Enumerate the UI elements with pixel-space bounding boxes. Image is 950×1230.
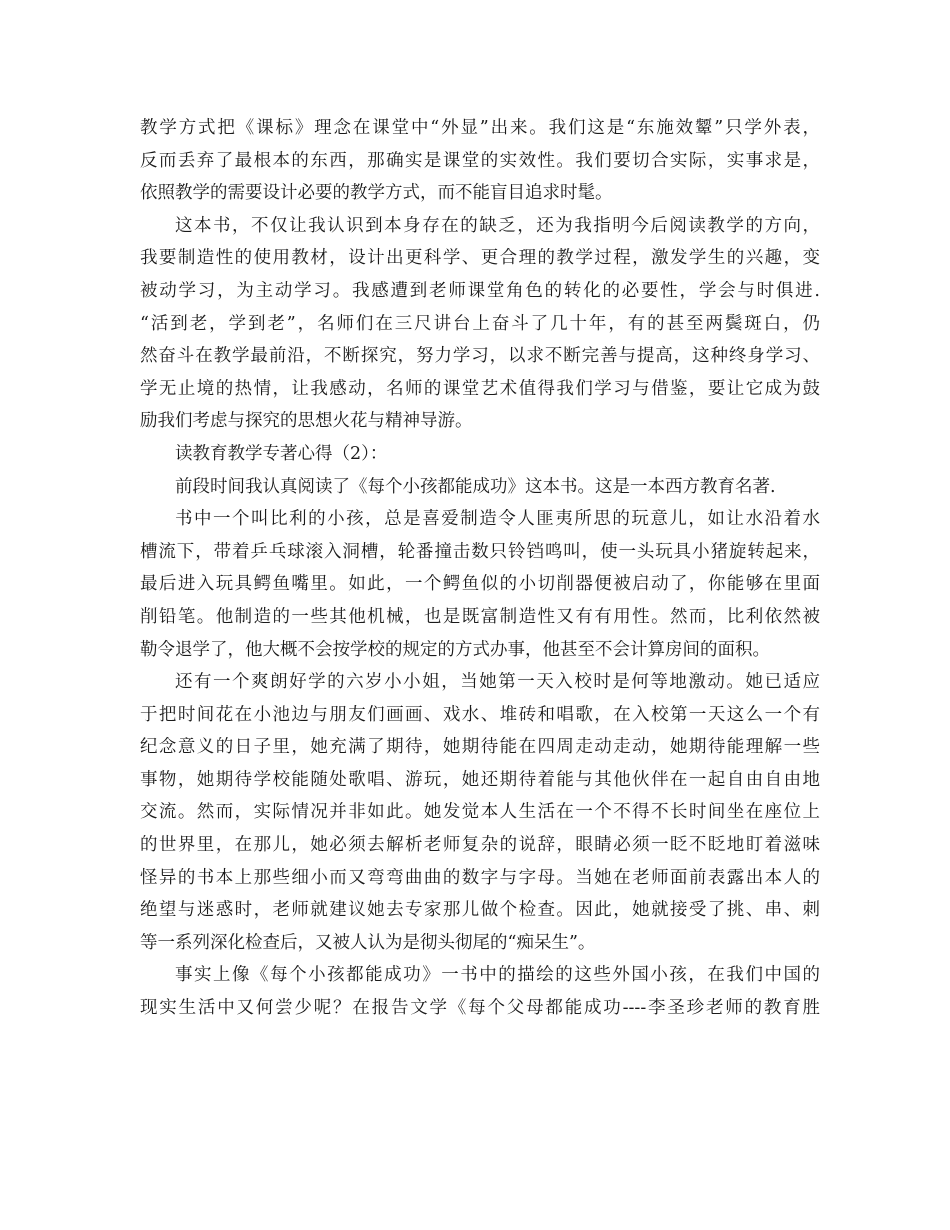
text-line: 励我们考虑与探究的思想火花与精神导游。: [140, 411, 473, 432]
text-line: 前段时间我认真阅读了《每个小孩都能成功》这本书。这是一本西方教育名著.: [175, 476, 776, 497]
text-line: 等一系列深化检查后，又被人认为是彻头彻尾的“痴呆生”。: [140, 932, 596, 953]
text-line: 我要制造性的使用教材，设计出更科学、更合理的教学过程，激发学生的兴趣，变: [140, 248, 820, 269]
text-line: 事实上像《每个小孩都能成功》一书中的描绘的这些外国小孩，在我们中国的: [175, 965, 820, 986]
text-line: 然奋斗在教学最前沿，不断探究，努力学习，以求不断完善与提高，这种终身学习、: [140, 346, 820, 367]
text-line: 依照教学的需要设计必要的教学方式，而不能盲目追求时髦。: [140, 183, 613, 204]
text-line: 于把时间花在小池边与朋友们画画、戏水、堆砖和唱歌，在入校第一天这么一个有: [140, 704, 820, 725]
text-line: 教学方式把《课标》理念在课堂中“外显”出来。我们这是“东施效颦”只学外表，: [140, 118, 820, 138]
text-line: 最后进入玩具鳄鱼嘴里。如此，一个鳄鱼似的小切削器便被启动了，你能够在里面: [140, 574, 820, 595]
text-line: 绝望与迷惑时，老师就建议她去专家那儿做个检查。因此，她就接受了挑、串、刺: [140, 900, 820, 921]
document-body: [140, 112, 820, 1025]
text-line: 纪念意义的日子里，她充满了期待，她期待能在四周走动走动，她期待能理解一些: [140, 737, 820, 758]
text-line: 被动学习，为主动学习。我感遭到老师课堂角色的转化的必要性，学会与时俱进.: [140, 280, 820, 301]
text-line: 反而丢弃了最根本的东西，那确实是课堂的实效性。我们要切合实际，实事求是，: [140, 150, 820, 171]
text-line: 交流。然而，实际情况并非如此。她发觉本人生活在一个不得不长时间坐在座位上: [140, 802, 820, 823]
text-line: 这本书，不仅让我认识到本身存在的缺乏，还为我指明今后阅读教学的方向，: [175, 215, 820, 236]
text-line: “活到老，学到老”，名师们在三尺讲台上奋斗了几十年，有的甚至两鬓斑白，仍: [140, 313, 820, 334]
text-line: 事物，她期待学校能随处歌唱、游玩，她还期待着能与其他伙伴在一起自由自由地: [140, 769, 820, 790]
text-line: 还有一个爽朗好学的六岁小小姐，当她第一天入校时是何等地激动。她已适应: [175, 672, 820, 693]
text-line: 槽流下，带着乒乓球滚入洞槽，轮番撞击数只铃铛鸣叫，使一头玩具小猪旋转起来，: [140, 541, 820, 562]
text-line: 学无止境的热情，让我感动，名师的课堂艺术值得我们学习与借鉴，要让它成为鼓: [140, 378, 820, 399]
text-line: 书中一个叫比利的小孩，总是喜爱制造令人匪夷所思的玩意儿，如让水沿着水: [175, 509, 820, 530]
text-line: 勒令退学了，他大概不会按学校的规定的方式办事，他甚至不会计算房间的面积。: [140, 639, 770, 660]
text-line: 削铅笔。他制造的一些其他机械，也是既富制造性又有有用性。然而，比利依然被: [140, 606, 820, 627]
text-line: 怪异的书本上那些细小而又弯弯曲曲的数字与字母。当她在老师面前表露出本人的: [140, 867, 820, 888]
text-line: 现实生活中又何尝少呢？在报告文学《每个父母都能成功----李圣珍老师的教育胜: [140, 998, 820, 1019]
text-line: 的世界里，在那儿，她必须去解析老师复杂的说辞，眼睛必须一眨不眨地盯着滋味: [140, 835, 820, 856]
text-line: 读教育教学专著心得（2）：: [175, 443, 388, 464]
